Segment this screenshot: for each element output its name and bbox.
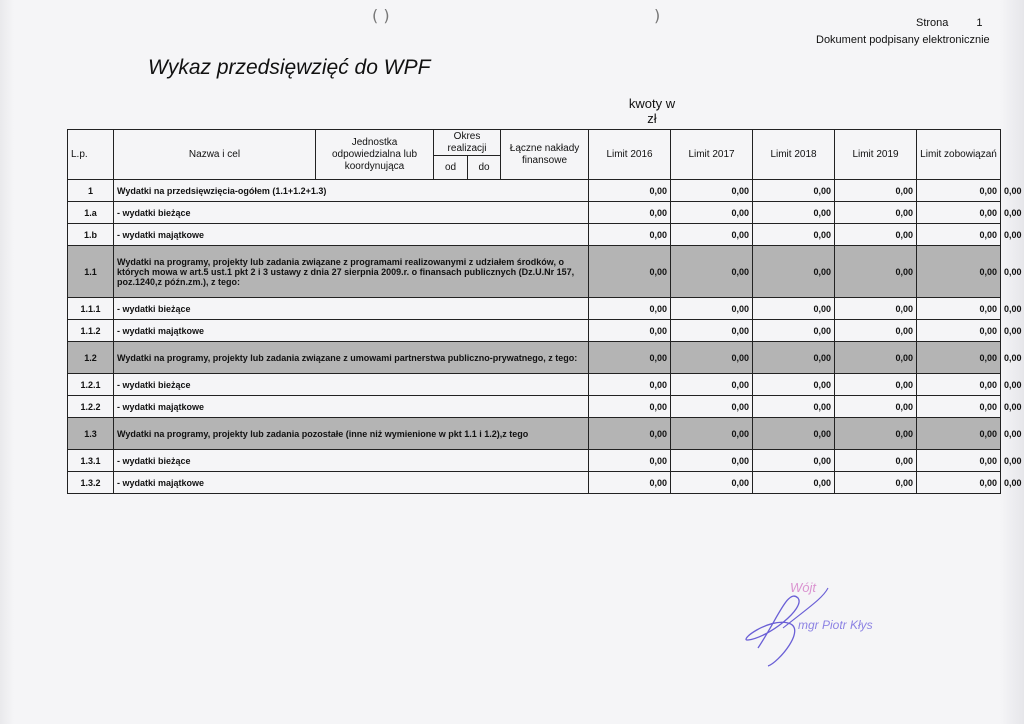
header-limit-2018: Limit 2018 [753, 130, 835, 180]
page-indicator [916, 17, 983, 29]
row-value: 0,00 [753, 342, 835, 374]
table-row [68, 224, 1001, 246]
row-value: 0,00 [835, 224, 917, 246]
signed-note: Dokument podpisany elektronicznie [816, 34, 990, 46]
header-limit-commitments: Limit zobowiązań [917, 130, 1001, 180]
row-name: - wydatki bieżące [114, 450, 589, 472]
punch-hole-mark: ) [654, 6, 661, 25]
row-value: 0,00 [671, 450, 753, 472]
row-name: - wydatki bieżące [114, 298, 589, 320]
projects-table [67, 129, 1001, 494]
units-note [608, 96, 696, 126]
row-value: 0,00 [589, 374, 671, 396]
row-value: 0,00 [917, 472, 1001, 494]
signature-name: mgr Piotr Kłys [798, 618, 873, 632]
header-total: Łączne nakłady finansowe [501, 130, 589, 180]
row-value: 0,00 [917, 418, 1001, 450]
header-limit-2019: Limit 2019 [835, 130, 917, 180]
header-limit-2017: Limit 2017 [671, 130, 753, 180]
row-name: Wydatki na przedsięwzięcia-ogółem (1.1+1.2+1.3) [114, 180, 589, 202]
row-value: 0,00 [835, 472, 917, 494]
row-value: 0,00 [753, 298, 835, 320]
row-name: Wydatki na programy, projekty lub zadania pozostałe (inne niż wymienione w pkt 1.1 i 1.2),z tego [114, 418, 589, 450]
table-row [68, 246, 1001, 298]
row-value: 0,00 [917, 450, 1001, 472]
row-value: 0,00 [753, 374, 835, 396]
row-name: - wydatki majątkowe [114, 396, 589, 418]
row-name: Wydatki na programy, projekty lub zadania związane z programami realizowanymi z udziałem środków, o których mowa w art.5 ust.1 pkt 2 i 3 ustawy z dnia 27 sierpnia 2009.r. o finansach publicznych (Dz.U.Nr 157, poz.1240,z późn.zm.), z tego: [114, 246, 589, 298]
row-name: Wydatki na programy, projekty lub zadania związane z umowami partnerstwa publiczno-prywatnego, z tego: [114, 342, 589, 374]
units-line-1: kwoty w [628, 96, 676, 111]
row-value: 0,00 [753, 418, 835, 450]
table-row [68, 180, 1001, 202]
row-value: 0,00 [753, 472, 835, 494]
row-name: - wydatki bieżące [114, 374, 589, 396]
row-value: 0,00 [589, 450, 671, 472]
page-label: Strona [916, 17, 949, 29]
row-value: 0,00 [835, 180, 917, 202]
table-row [68, 342, 1001, 374]
row-value: 0,00 [671, 246, 753, 298]
row-lp: 1.3 [68, 418, 114, 450]
row-value: 0,00 [753, 224, 835, 246]
row-name: - wydatki majątkowe [114, 320, 589, 342]
row-value: 0,00 [589, 298, 671, 320]
table-row [68, 202, 1001, 224]
row-value: 0,00 [671, 224, 753, 246]
row-value: 0,00 [671, 374, 753, 396]
row-value: 0,00 [589, 472, 671, 494]
row-value: 0,00 [835, 374, 917, 396]
row-value: 0,00 [753, 180, 835, 202]
table-row [68, 450, 1001, 472]
row-value: 0,00 [589, 246, 671, 298]
header-period: Okres realizacji [434, 130, 501, 156]
row-value: 0,00 [835, 342, 917, 374]
row-name: - wydatki bieżące [114, 202, 589, 224]
row-lp: 1.2.1 [68, 374, 114, 396]
row-value: 0,00 [917, 396, 1001, 418]
row-value: 0,00 [589, 342, 671, 374]
row-value: 0,00 [589, 202, 671, 224]
header-lp: L.p. [68, 130, 114, 180]
row-lp: 1.3.2 [68, 472, 114, 494]
document-title: Wykaz przedsięwzięć do WPF [148, 56, 431, 79]
signature-role: Wójt [790, 580, 816, 595]
row-value: 0,00 [835, 246, 917, 298]
table-row [68, 418, 1001, 450]
table-row [68, 298, 1001, 320]
row-value: 0,00 [589, 320, 671, 342]
row-value: 0,00 [671, 202, 753, 224]
row-value: 0,00 [917, 320, 1001, 342]
row-value: 0,00 [671, 298, 753, 320]
row-lp: 1.a [68, 202, 114, 224]
header-name: Nazwa i cel [114, 130, 316, 180]
row-value: 0,00 [835, 396, 917, 418]
row-value: 0,00 [835, 418, 917, 450]
row-value: 0,00 [917, 224, 1001, 246]
row-value: 0,00 [835, 320, 917, 342]
units-line-2: zł [647, 111, 657, 126]
row-lp: 1.3.1 [68, 450, 114, 472]
header-unit: Jednostka odpowiedzialna lub koordynująca [316, 130, 434, 180]
table-row [68, 374, 1001, 396]
row-lp: 1.b [68, 224, 114, 246]
page-number: 1 [976, 17, 983, 29]
row-value: 0,00 [917, 246, 1001, 298]
row-value: 0,00 [671, 180, 753, 202]
row-name: - wydatki majątkowe [114, 224, 589, 246]
row-lp: 1.2.2 [68, 396, 114, 418]
row-value: 0,00 [671, 396, 753, 418]
row-value: 0,00 [589, 180, 671, 202]
row-value: 0,00 [835, 202, 917, 224]
row-value: 0,00 [671, 472, 753, 494]
row-value: 0,00 [917, 342, 1001, 374]
punch-hole-mark: ( ) [372, 6, 390, 25]
row-value: 0,00 [671, 342, 753, 374]
row-value: 0,00 [753, 320, 835, 342]
row-value: 0,00 [589, 224, 671, 246]
table-row [68, 472, 1001, 494]
table-row [68, 396, 1001, 418]
row-name: - wydatki majątkowe [114, 472, 589, 494]
row-lp: 1.1.2 [68, 320, 114, 342]
header-from: od [434, 156, 468, 180]
row-lp: 1 [68, 180, 114, 202]
row-value: 0,00 [917, 298, 1001, 320]
header-limit-2016: Limit 2016 [589, 130, 671, 180]
row-lp: 1.2 [68, 342, 114, 374]
table-row [68, 320, 1001, 342]
header-to: do [468, 156, 501, 180]
row-lp: 1.1 [68, 246, 114, 298]
row-value: 0,00 [753, 396, 835, 418]
row-value: 0,00 [917, 374, 1001, 396]
row-value: 0,00 [835, 450, 917, 472]
row-value: 0,00 [671, 320, 753, 342]
row-value: 0,00 [671, 418, 753, 450]
row-value: 0,00 [753, 202, 835, 224]
row-value: 0,00 [917, 202, 1001, 224]
row-value: 0,00 [589, 418, 671, 450]
row-value: 0,00 [917, 180, 1001, 202]
row-value: 0,00 [753, 450, 835, 472]
row-lp: 1.1.1 [68, 298, 114, 320]
row-value: 0,00 [589, 396, 671, 418]
row-value: 0,00 [753, 246, 835, 298]
row-value: 0,00 [835, 298, 917, 320]
